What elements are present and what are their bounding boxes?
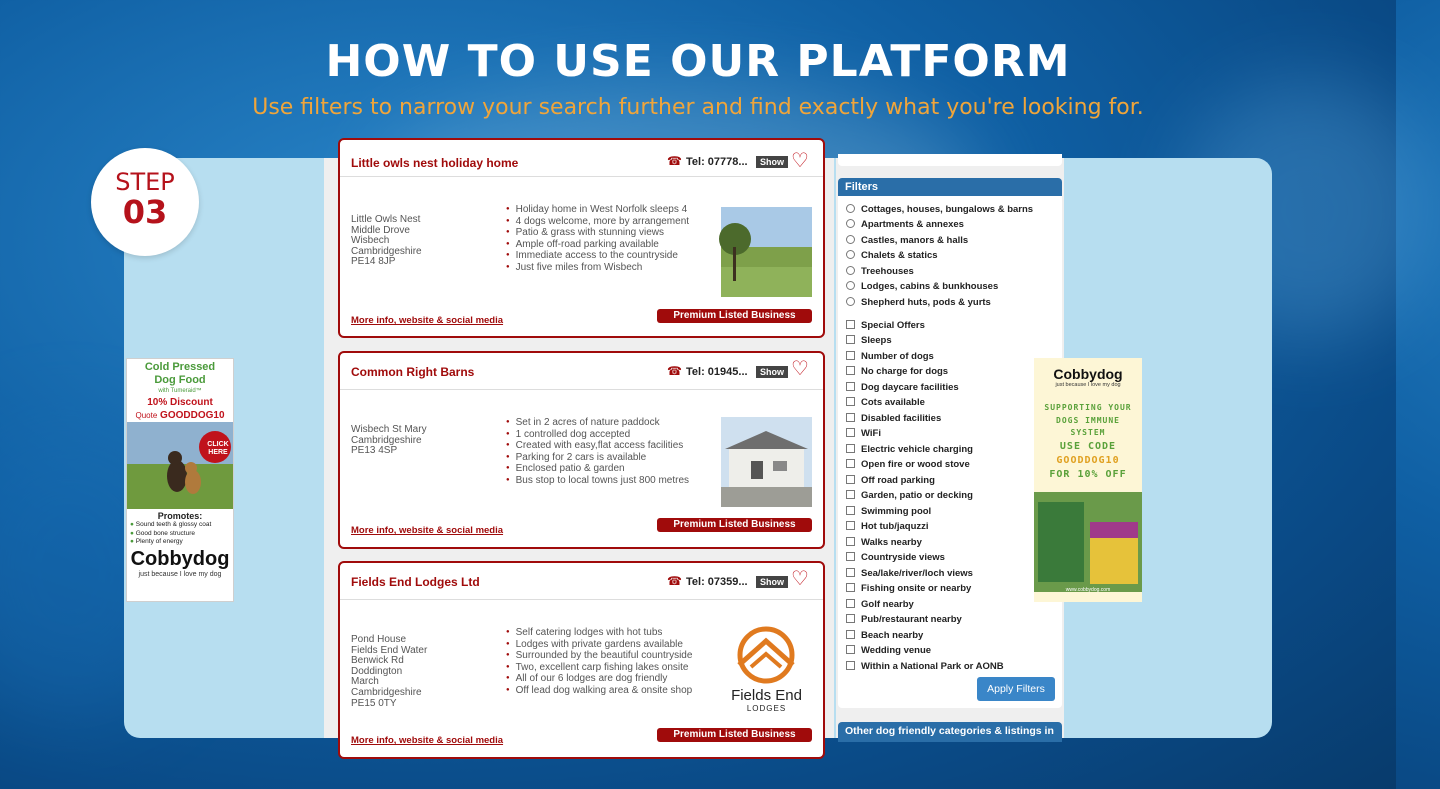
filter-checkbox[interactable] [846,506,931,517]
ad-line: FOR 10% OFF [1049,468,1127,480]
ad-code: GOODDOG10 [160,410,225,421]
filter-label: WiFi [861,428,881,439]
filter-label: Shepherd huts, pods & yurts [861,297,991,308]
feature-item: ● Bus stop to local towns just 800 metres [506,475,689,487]
filter-checkbox[interactable] [846,335,892,346]
show-tel-button[interactable]: Show [756,366,788,378]
ad-line: DOGS IMMUNE [1056,415,1120,425]
checkbox-icon[interactable] [846,521,855,530]
filter-radio[interactable] [846,204,1033,215]
filter-checkbox[interactable] [846,568,973,579]
filter-checkbox[interactable] [846,320,925,331]
filter-label: Within a National Park or AONB [861,661,1004,672]
premium-listed-badge: Premium Listed Business [657,309,812,323]
ad-line: USE CODE [1059,440,1117,452]
listing-header [340,140,823,177]
feature-item: ● Holiday home in West Norfolk sleeps 4 [506,204,689,216]
filter-checkbox[interactable] [846,397,925,408]
filter-checkbox[interactable] [846,630,923,641]
feature-item: ● Surrounded by the beautiful countryside [506,650,692,662]
ad-click-here[interactable]: CLICK HERE [207,441,229,456]
filter-label: Treehouses [861,266,914,277]
filter-checkbox[interactable] [846,351,934,362]
checkbox-icon[interactable] [846,630,855,639]
filter-label: Sleeps [861,335,892,346]
ad-promotes: Promotes: [157,511,203,521]
phone-icon: ☎ [667,574,682,588]
address-line: PE14 8JP [351,256,396,268]
other-categories-header[interactable]: Other dog friendly categories & listings in [838,722,1062,742]
ad-line: SYSTEM [1070,428,1106,437]
ad-tagline: just because I love my dog [138,570,222,578]
filter-label: Special Offers [861,320,925,331]
listing-features [506,627,692,697]
ad-site: www.cobbydog.com [1065,587,1111,593]
listing-features [506,204,689,274]
apply-filters-button[interactable]: Apply Filters [977,677,1055,701]
checkbox-icon[interactable] [846,320,855,329]
feature-item: ● 1 controlled dog accepted [506,429,689,441]
radio-icon[interactable] [846,235,855,244]
radio-icon[interactable] [846,204,855,213]
feature-item: ● Ample off-road parking available [506,239,689,251]
step-word: STEP [115,168,175,196]
filter-label: Off road parking [861,475,935,486]
feature-item: ● Off lead dog walking area & onsite shop [506,685,692,697]
filter-radio[interactable] [846,219,964,230]
listing-header [340,353,823,390]
address-line: Middle Drove [351,224,410,236]
filter-label: Pub/restaurant nearby [861,614,962,625]
listing-name[interactable]: Little owls nest holiday home [351,156,519,170]
listing-address [351,215,422,268]
ad-line: SUPPORTING YOUR [1044,403,1132,412]
address-line: PE15 0TY [351,697,397,709]
favorite-heart-icon[interactable]: ♡ [791,358,809,380]
filter-checkbox[interactable] [846,599,914,610]
premium-listed-badge: Premium Listed Business [657,518,812,532]
listing-card [338,138,825,338]
listings-column [324,150,834,746]
favorite-heart-icon[interactable]: ♡ [791,568,809,590]
feature-item: ● Self catering lodges with hot tubs [506,627,692,639]
filter-label: Countryside views [861,552,945,563]
more-info-link[interactable]: More info, website & social media [351,525,504,536]
cobbydog-right-ad[interactable] [1034,358,1142,602]
address-line: Cambridgeshire [351,686,422,698]
checkbox-icon[interactable] [846,413,855,422]
ad-bullet: ● Plenty of energy [130,538,183,545]
filter-label: Beach nearby [861,630,924,641]
filter-radio[interactable] [846,281,998,292]
checkbox-icon[interactable] [846,661,855,670]
step-number: 03 [122,193,168,231]
filter-checkbox[interactable] [846,475,935,486]
feature-item: ● Immediate access to the countryside [506,250,689,262]
filter-label: Apartments & annexes [861,219,964,230]
checkbox-icon[interactable] [846,599,855,608]
fields-end-logo [721,627,812,719]
address-line: Wisbech [351,235,390,247]
filter-radio[interactable] [846,297,991,308]
address-line: Fields End Water [351,644,428,656]
sidebar [836,158,1064,738]
page-headline: HOW TO USE OUR PLATFORM [325,36,1071,87]
address-line: Cambridgeshire [351,434,422,446]
listing-address [351,425,427,457]
show-tel-button[interactable]: Show [756,156,788,168]
address-line: Doddington [351,665,403,677]
ad-headline-1: Cold Pressed [144,361,216,373]
ad-bullet-text: Good bone structure [135,529,196,537]
filters-title: Filters [838,178,1062,196]
filter-checkbox[interactable] [846,645,931,656]
filter-label: Walks nearby [861,537,922,548]
filter-label: Wedding venue [861,645,932,656]
listing-card [338,561,825,759]
ad-headline-2: Dog Food [154,374,206,386]
filter-label: Cots available [861,397,925,408]
more-info-link[interactable]: More info, website & social media [351,315,504,326]
listing-photo[interactable] [721,207,812,297]
filter-label: Fishing onsite or nearby [861,583,972,594]
feature-item: ● All of our 6 lodges are dog friendly [506,673,692,685]
feature-item: ● Created with easy,flat access facilities [506,440,689,452]
filter-label: Electric vehicle charging [861,444,973,455]
logo-title: Fields End [731,687,802,704]
ad-brand: Cobbydog [130,547,230,570]
filter-checkbox[interactable] [846,537,922,548]
checkbox-icon[interactable] [846,366,855,375]
address-line: Cambridgeshire [351,245,422,257]
filter-radio[interactable] [846,235,968,246]
ad-bullet: ● Sound teeth & glossy coat [130,521,212,528]
filter-label: Lodges, cabins & bunkhouses [861,281,999,292]
filter-label: Castles, manors & halls [861,235,969,246]
radio-icon[interactable] [846,297,855,306]
checkbox-icon[interactable] [846,583,855,592]
listing-card [338,351,825,549]
feature-item: ● 4 dogs welcome, more by arrangement [506,216,689,228]
listing-features [506,417,689,487]
listing-name[interactable]: Common Right Barns [351,365,475,379]
filter-label: Chalets & statics [861,250,938,261]
filters-panel [838,178,1062,708]
checkbox-icon[interactable] [846,490,855,499]
checkbox-icon[interactable] [846,475,855,484]
radio-icon[interactable] [846,219,855,228]
ad-bullet: ● Good bone structure [130,529,196,537]
checkbox-icon[interactable] [846,351,855,360]
filter-checkbox[interactable] [846,521,929,532]
filter-label: Dog daycare facilities [861,382,959,393]
house-logo-icon [721,627,812,683]
filter-checkbox[interactable] [846,428,881,439]
filter-label: Garden, patio or decking [861,490,973,501]
listing-tel: Tel: 01945... [686,366,748,378]
filter-checkbox[interactable] [846,444,973,455]
ad-bullet-text: Plenty of energy [135,538,183,545]
phone-icon: ☎ [667,364,682,378]
address-line: March [351,676,379,688]
checkbox-icon[interactable] [846,397,855,406]
listing-photo[interactable] [721,417,812,507]
address-line: Little Owls Nest [351,214,421,225]
listing-address [351,635,427,709]
checkbox-icon[interactable] [846,568,855,577]
filter-checkbox[interactable] [846,552,945,563]
filter-label: Number of dogs [861,351,934,362]
ad-quote-label: Quote [135,411,158,420]
filter-label: Sea/lake/river/loch views [861,568,973,579]
feature-item: ● Two, excellent carp fishing lakes onsite [506,662,692,674]
filter-label: No charge for dogs [861,366,949,377]
checkbox-icon[interactable] [846,335,855,344]
more-info-link[interactable]: More info, website & social media [351,735,504,746]
ad-code: GOODDOG10 [1056,454,1120,466]
show-tel-button[interactable]: Show [756,576,788,588]
radio-icon[interactable] [846,250,855,259]
feature-item: ● Just five miles from Wisbech [506,262,689,274]
filter-radio[interactable] [846,266,914,277]
ad-products-photo [1034,492,1142,592]
filter-checkbox[interactable] [846,382,959,393]
filter-checkbox[interactable] [846,366,948,377]
listing-tel: Tel: 07778... [686,156,748,168]
step-badge [91,148,199,256]
filter-label: Hot tub/jaquzzi [861,521,929,532]
logo-subtitle: LODGES [746,704,787,713]
feature-item: ● Enclosed patio & garden [506,463,689,475]
ad-tagline: just because I love my dog [1055,382,1121,388]
checkbox-icon[interactable] [846,382,855,391]
filter-checkbox[interactable] [846,490,973,501]
address-line: Wisbech St Mary [351,424,427,435]
address-line: Benwick Rd [351,655,404,667]
ad-dogs-photo [127,422,233,509]
checkbox-icon[interactable] [846,444,855,453]
listing-header [340,563,823,600]
address-line: PE13 4SP [351,445,398,457]
ad-tumeraid: with Tumeraid™ [158,388,202,394]
filter-label: Open fire or wood stove [861,459,970,470]
checkbox-icon[interactable] [846,506,855,515]
filter-checkbox[interactable] [846,583,971,594]
filter-label: Disabled facilities [861,413,942,424]
filter-label: Cottages, houses, bungalows & barns [861,204,1034,215]
checkbox-icon[interactable] [846,552,855,561]
filter-checkbox[interactable] [846,661,1004,672]
feature-item: ● Lodges with private gardens available [506,639,692,651]
feature-item: ● Set in 2 acres of nature paddock [506,417,689,429]
checkbox-icon[interactable] [846,614,855,623]
ad-bullet-text: Sound teeth & glossy coat [135,521,212,528]
premium-listed-badge: Premium Listed Business [657,728,812,742]
cobbydog-left-ad[interactable] [126,358,234,602]
favorite-heart-icon[interactable]: ♡ [791,150,809,172]
listing-name[interactable]: Fields End Lodges Ltd [351,575,480,589]
radio-icon[interactable] [846,266,855,275]
ad-brand: Cobbydog [1053,366,1123,382]
ad-discount: 10% Discount [147,397,213,408]
feature-item: ● Parking for 2 cars is available [506,452,689,464]
page-subheadline: Use filters to narrow your search further and find exactly what you're looking for. [252,95,1144,120]
filter-label: Swimming pool [861,506,932,517]
checkbox-icon[interactable] [846,459,855,468]
filter-checkbox[interactable] [846,459,970,470]
listing-tel: Tel: 07359... [686,576,748,588]
filter-checkbox[interactable] [846,413,941,424]
filter-checkbox[interactable] [846,614,962,625]
feature-item: ● Patio & grass with stunning views [506,227,689,239]
phone-icon: ☎ [667,154,682,168]
sidebar-top-box [838,154,1062,166]
address-line: Pond House [351,634,407,645]
checkbox-icon[interactable] [846,645,855,654]
checkbox-icon[interactable] [846,537,855,546]
filter-radio[interactable] [846,250,938,261]
checkbox-icon[interactable] [846,428,855,437]
filter-label: Golf nearby [861,599,914,610]
radio-icon[interactable] [846,281,855,290]
